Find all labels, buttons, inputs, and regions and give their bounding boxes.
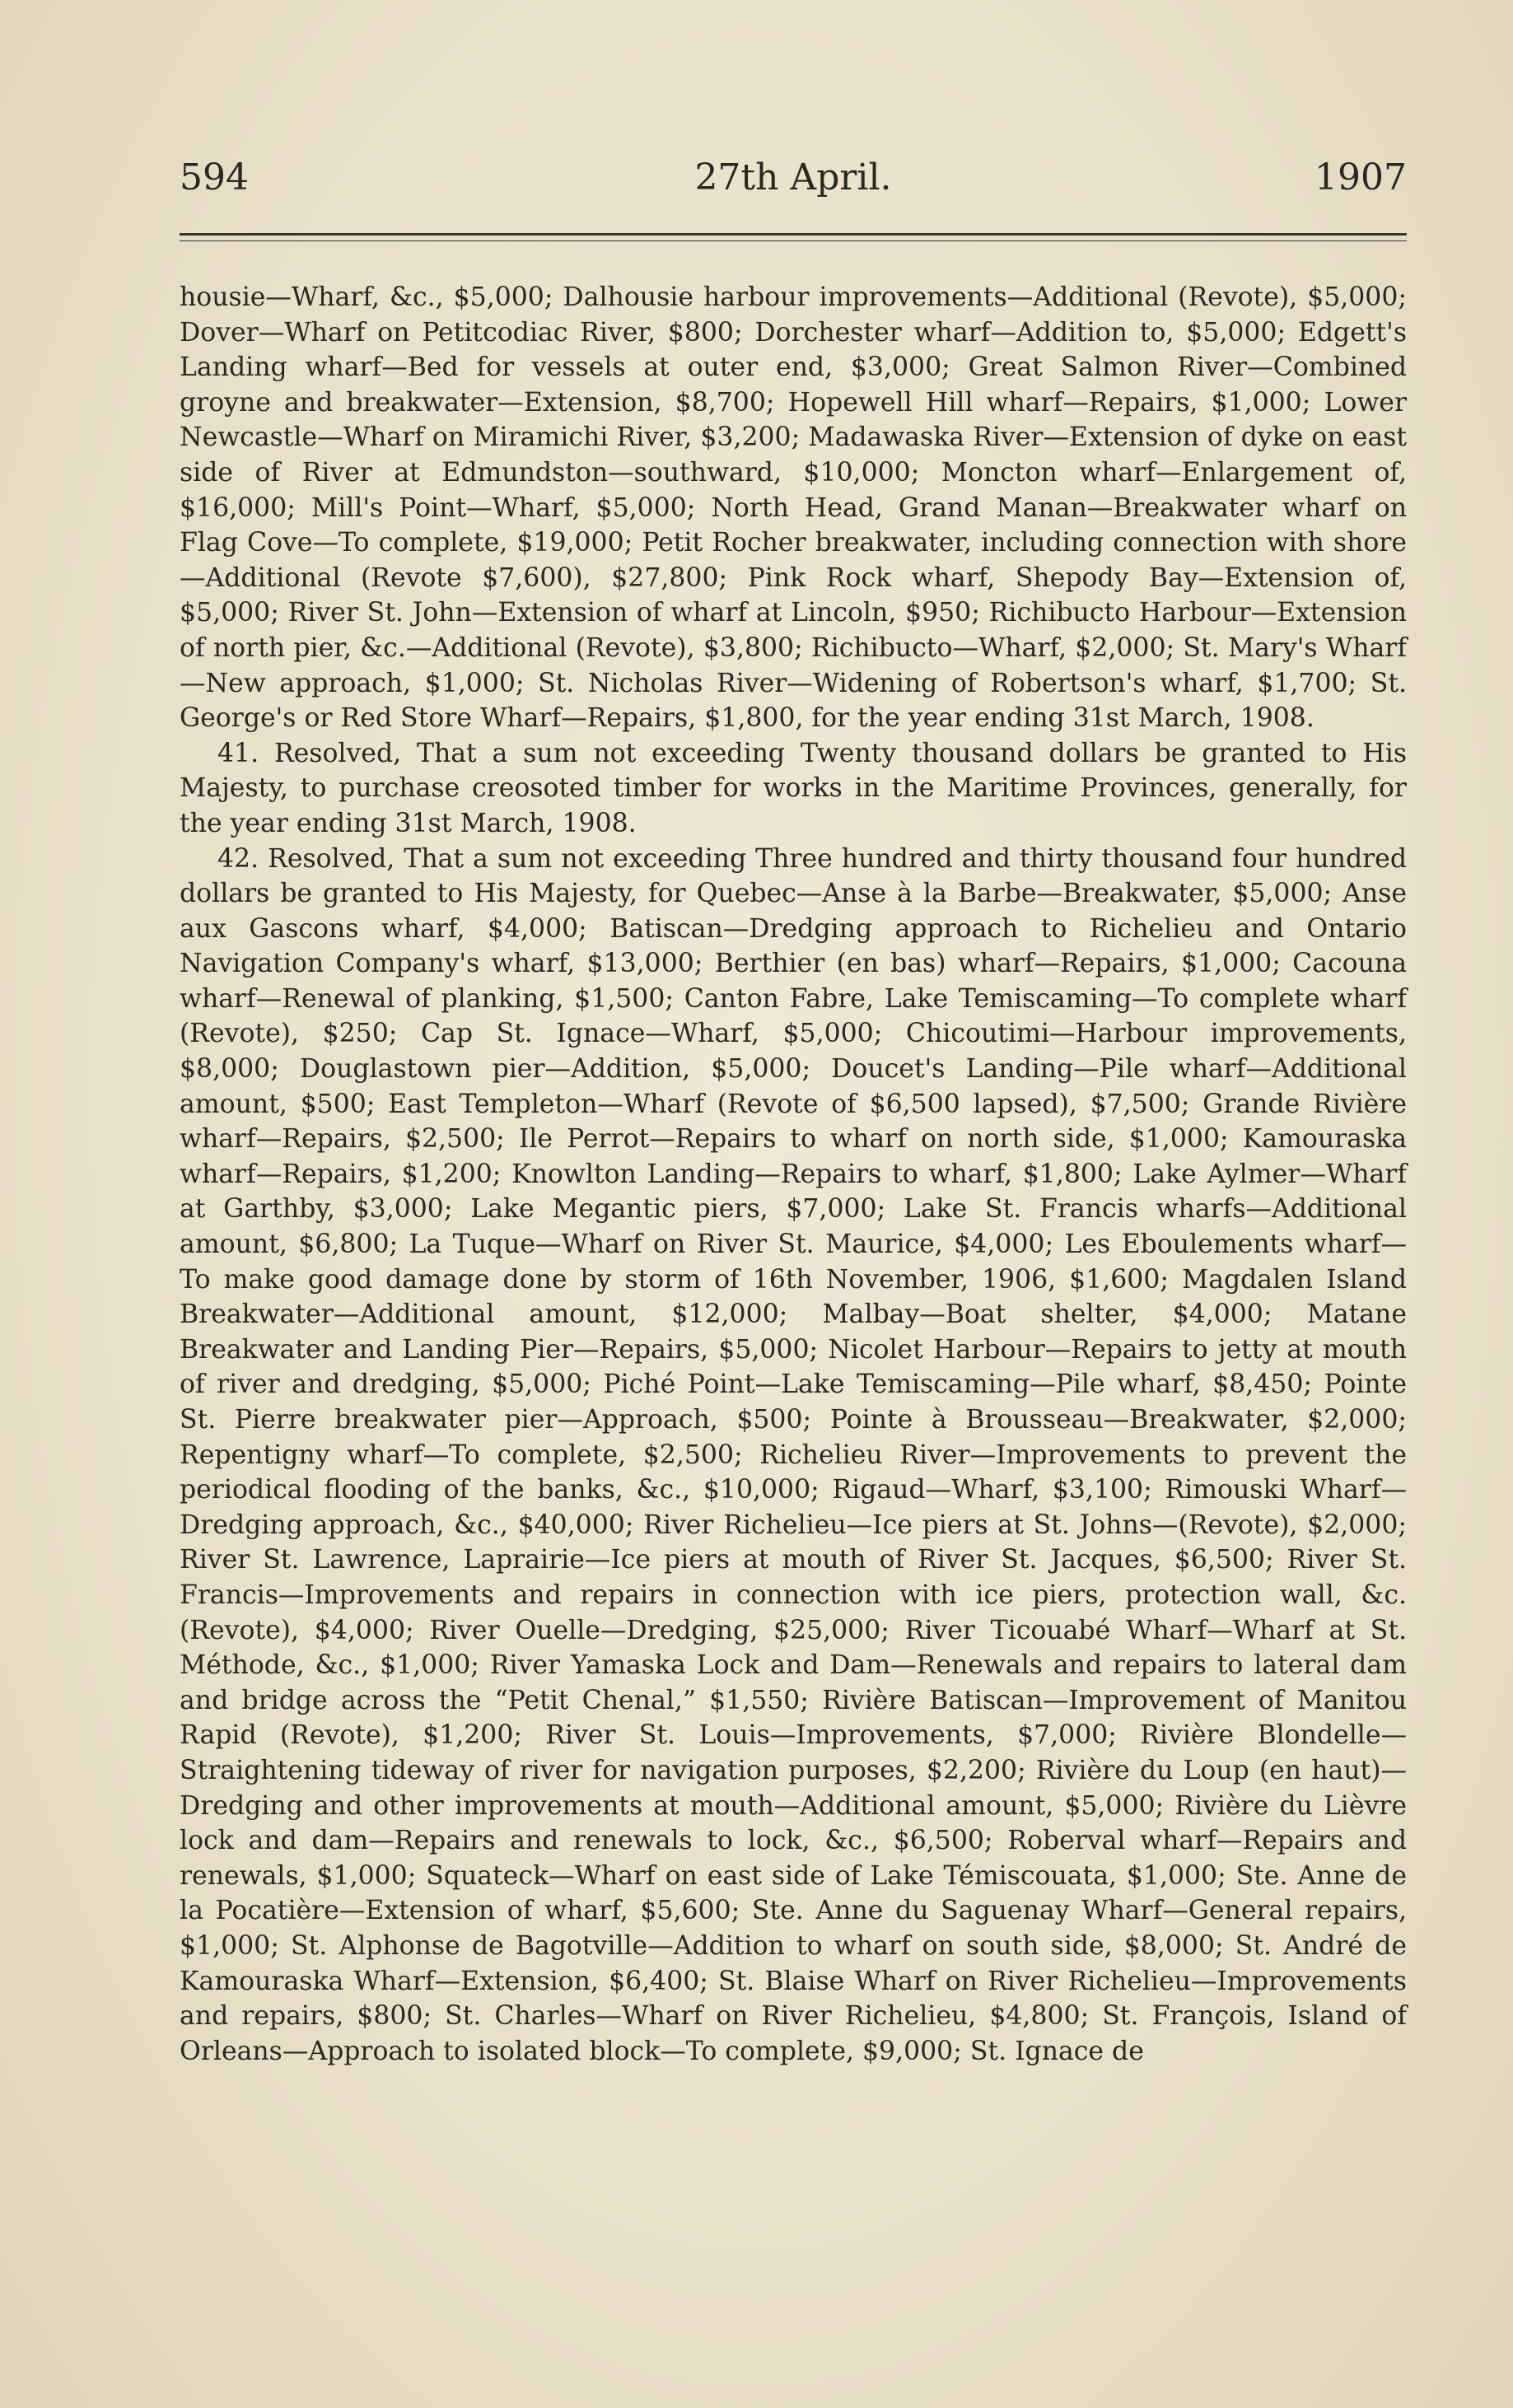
header-rule xyxy=(180,233,1407,241)
body-text xyxy=(180,280,1407,2069)
paragraph-resolution-41: 41. Resolved, That a sum not exceeding Twenty thousand dollars be granted to His Majesty, to purchase creosoted timber for works in the Maritime Provinces, generally, for the year ending 31st March, 1908. xyxy=(180,738,1407,838)
paragraph-resolution-42: 42. Resolved, That a sum not exceeding Three hundred and thirty thousand four hundred dollars be granted to His Majesty, for Quebec—Anse à la Barbe—Breakwater, $5,000; Anse aux Gascons wharf, $4,000; Batiscan—Dredging approach to Richelieu and Ontario Navigation Company's wharf, $13,000; Berthier (en bas) wharf—Repairs, $1,000; Cacouna wharf—Renewal of planking, $1,500; Canton Fabre, Lake Temiscaming—To complete wharf (Revote), $250; Cap St. Ignace—Wharf, $5,000; Chicoutimi—Harbour improvements, $8,000; Douglastown pier—Addition, $5,000; Doucet's Landing—Pile wharf—Additional amount, $500; East Templeton—Wharf (Revote of $6,500 lapsed), $7,500; Grande Rivière wharf—Repairs, $2,500; Ile Perrot—Repairs to wharf on north side, $1,000; Kamouraska wharf—Repairs, $1,200; Knowlton Landing—Repairs to wharf, $1,800; Lake Aylmer—Wharf at Garthby, $3,000; Lake Megantic piers, $7,000; Lake St. Francis wharfs—Additional amount, $6,800; La Tuque—Wharf on River St. Maurice, $4,000; Les Eboulements wharf—To make good damage done by storm of 16th November, 1906, $1,600; Magdalen Island Breakwater—Additional amount, $12,000; Malbay—Boat shelter, $4,000; Matane Breakwater and Landing Pier—Repairs, $5,000; Nicolet Harbour—Repairs to jetty at mouth of river and dredging, $5,000; Piché Point—Lake Temiscaming—Pile wharf, $8,450; Pointe St. Pierre breakwater pier—Approach, $500; Pointe à Brousseau—Breakwater, $2,000; Repentigny wharf—To complete, $2,500; Richelieu River—Improvements to prevent the periodical flooding of the banks, &c., $10,000; Rigaud—Wharf, $3,100; Rimouski Wharf—Dredging approach, &c., $40,000; River Richelieu—Ice piers at St. Johns—(Revote), $2,000; River St. Lawrence, Laprairie—Ice piers at mouth of River St. Jacques, $6,500; River St. Francis—Improvements and repairs in connection with ice piers, protection wall, &c. (Revote), $4,000; River Ouelle—Dredging, $25,000; River Ticouabé Wharf—Wharf at St. Méthode, &c., $1,000; River Yamaska Lock and Dam—Renewals and repairs to lateral dam and bridge across the “Petit Chenal,” $1,550; Rivière Batiscan—Improvement of Manitou Rapid (Revote), $1,200; River St. Louis—Improvements, $7,000; Rivière Blondelle—Straightening tideway of river for navigation purposes, $2,200; Rivière du Loup (en haut)—Dredging and other improvements at mouth—Additional amount, $5,000; Rivière du Lièvre lock and dam—Repairs and renewals to lock, &c., $6,500; Roberval wharf—Repairs and renewals, $1,000; Squateck—Wharf on east side of Lake Témiscouata, $1,000; Ste. Anne de la Pocatière—Extension of wharf, $5,600; Ste. Anne du Saguenay Wharf—General repairs, $1,000; St. Alphonse de Bagotville—Addition to wharf on south side, $8,000; St. André de Kamouraska Wharf—Extension, $6,400; St. Blaise Wharf on River Richelieu—Improvements and repairs, $800; St. Charles—Wharf on River Richelieu, $4,800; St. François, Island of Orleans—Approach to isolated block—To complete, $9,000; St. Ignace de xyxy=(180,843,1407,2066)
page-number: 594 xyxy=(180,156,249,198)
page-year: 1907 xyxy=(1315,156,1407,198)
page-date: 27th April. xyxy=(694,156,892,198)
page-header xyxy=(180,153,1407,203)
paragraph-continuation: housie—Wharf, &c., $5,000; Dalhousie harbour improvements—Additional (Revote), $5,000; Dover—Wharf on Petitcodiac River, $800; Dorchester wharf—Addition to, $5,000; Edgett's Landing wharf—Bed for vessels at outer end, $3,000; Great Salmon River—Combined groyne and breakwater—Extension, $8,700; Hopewell Hill wharf—Repairs, $1,000; Lower Newcastle—Wharf on Miramichi River, $3,200; Madawaska River—Extension of dyke on east side of River at Edmundston—southward, $10,000; Moncton wharf—Enlargement of, $16,000; Mill's Point—Wharf, $5,000; North Head, Grand Manan—Breakwater wharf on Flag Cove—To complete, $19,000; Petit Rocher breakwater, including connection with shore—Additional (Revote $7,600), $27,800; Pink Rock wharf, Shepody Bay—Extension of, $5,000; River St. John—Extension of wharf at Lincoln, $950; Richibucto Harbour—Extension of north pier, &c.—Additional (Revote), $3,800; Richibucto—Wharf, $2,000; St. Mary's Wharf—New approach, $1,000; St. Nicholas River—Widening of Robertson's wharf, $1,700; St. George's or Red Store Wharf—Repairs, $1,800, for the year ending 31st March, 1908. xyxy=(180,282,1407,734)
